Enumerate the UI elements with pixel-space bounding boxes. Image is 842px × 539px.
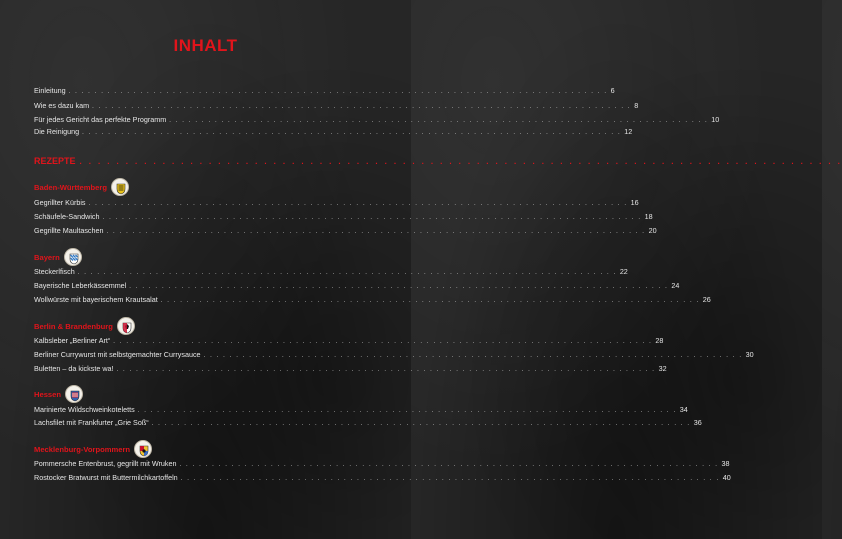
toc-entry: [34, 418, 702, 429]
toc-entry: [34, 295, 711, 306]
dot-leader: . . . . . . . . . . . . . . . . . . . . . . . . . . . . . . . . . . . . . . . . . . . . . . . . . . . . . . . . . . . . . . . . . . . . . . . . . . . . . . . . . . .: [116, 367, 656, 373]
dot-leader: . . . . . . . . . . . . . . . . . . . . . . . . . . . . . . . . . . . . . . . . . . . . . . . . . . . . . . . . . . . . . . . . . . . . . . . . . . . . . . . . . . .: [68, 89, 608, 95]
toc-entry-label: Gegrillter Kürbis: [34, 198, 86, 207]
toc-entry-page: 24: [671, 281, 680, 290]
toc-entry-label: Die Reinigung: [34, 127, 80, 136]
toc-entry-page: 40: [722, 473, 731, 482]
dot-leader: . . . . . . . . . . . . . . . . . . . . . . . . . . . . . . . . . . . . . . . . . . . . . . . . . . . . . . . . . . . . . . . . . . . . . . . . . . . . . . . . . . .: [179, 462, 719, 468]
toc-entry: [34, 336, 664, 347]
toc-entry-label: Einleitung: [34, 86, 66, 95]
toc-entry-label: Buletten – da kickste wa!: [34, 364, 114, 373]
toc-entry-page: 26: [702, 295, 711, 304]
mecklenburg-vorpommern-crest-icon: [134, 440, 152, 458]
toc-entry-label: Kalbsleber „Berliner Art“: [34, 336, 111, 345]
region-name: Baden-Württemberg: [34, 182, 107, 192]
toc-entry-page: 16: [630, 198, 639, 207]
toc-entry: [34, 473, 731, 484]
toc-entry-label: Wie es dazu kam: [34, 101, 90, 110]
region-heading-bayern: [34, 250, 82, 264]
toc-entry-page: 38: [721, 459, 730, 468]
toc-entry-page: 10: [711, 115, 720, 124]
toc-entry-label: Rostocker Bratwurst mit Buttermilchkartoffeln: [34, 473, 178, 482]
bayern-crest-icon: [64, 248, 82, 266]
toc-entry-label: Gegrillte Maultaschen: [34, 226, 104, 235]
toc-entry: [34, 212, 653, 223]
dot-leader: . . . . . . . . . . . . . . . . . . . . . . . . . . . . . . . . . . . . . . . . . . . . . . . . . . . . . . . . . . . . . . . . . . . . . . . . . . . . . . . . . . .: [102, 215, 642, 221]
region-heading-berlin-brandenburg: [34, 319, 135, 333]
region-name: Berlin & Brandenburg: [34, 321, 113, 331]
toc-entry: [34, 115, 720, 126]
dot-leader: . . . . . . . . . . . . . . . . . . . . . . . . . . . . . . . . . . . . . . . . . . . . . . . . . . . . . . . . . . . . . . . . . . . . . . . . . . . . . . . . . . .: [82, 130, 622, 136]
toc-entry-label: Steckerlfisch: [34, 267, 75, 276]
section-heading-rezepte: [34, 156, 842, 168]
toc-entry-label: Wollwürste mit bayerischem Krautsalat: [34, 295, 158, 304]
hessen-crest-icon: [65, 385, 83, 403]
toc-entry-page: 12: [624, 127, 633, 136]
baden-wuerttemberg-crest-icon: [111, 178, 129, 196]
toc-entry-page: 6: [610, 86, 615, 95]
toc-entry: [34, 127, 633, 138]
toc-entry-page: 22: [619, 267, 628, 276]
region-heading-mecklenburg-vorpommern: [34, 442, 152, 456]
dot-leader: . . . . . . . . . . . . . . . . . . . . . . . . . . . . . . . . . . . . . . . . . . . . . . . . . . . . . . . . . . . . . . . . . . . . . . . . . . . . . . . . . . .: [180, 476, 720, 482]
dot-leader: . . . . . . . . . . . . . . . . . . . . . . . . . . . . . . . . . . . . . . . . . . . . . . . . . . . . . . . . . . . . . . . . . . . . . . . . . . . . . . . . . . .: [160, 298, 700, 304]
toc-entry-page: 36: [693, 418, 702, 427]
toc-entry-label: Bayerische Leberkässemmel: [34, 281, 127, 290]
toc-entry-page: 34: [679, 405, 688, 414]
toc-entry-label: Schäufele-Sandwich: [34, 212, 100, 221]
dot-leader: . . . . . . . . . . . . . . . . . . . . . . . . . . . . . . . . . . . . . . . . . . . . . . . . . . . . . . . . . . . . . . . . . . . . . . . . . . . . . . . . . . .: [113, 339, 653, 345]
toc-entry-label: Berliner Currywurst mit selbstgemachter Currysauce: [34, 350, 201, 359]
toc-entry: [34, 459, 730, 470]
toc-entry-page: 18: [644, 212, 653, 221]
berlin-brandenburg-crest-icon: [117, 317, 135, 335]
toc-entry: [34, 405, 688, 416]
dot-leader: . . . . . . . . . . . . . . . . . . . . . . . . . . . . . . . . . . . . . . . . . . . . . . . . . . . . . . . . . . . . . . . . . . . . . . . . . . . . . . . . . . .: [92, 104, 632, 110]
toc-entry: [34, 101, 639, 112]
toc-entry-page: 28: [655, 336, 664, 345]
dot-leader: . . . . . . . . . . . . . . . . . . . . . . . . . . . . . . . . . . . . . . . . . . . . . . . . . . . . . . . . . . . . . . . . . . . . . . . . . . . . . . . . . . .: [203, 353, 743, 359]
dot-leader: . . . . . . . . . . . . . . . . . . . . . . . . . . . . . . . . . . . . . . . . . . . . . . . . . . . . . . . . . . . . . . . . . . . . . . . . . . . . . . . . . . .: [88, 201, 628, 207]
page-title: INHALT: [173, 36, 238, 55]
dot-leader: . . . . . . . . . . . . . . . . . . . . . . . . . . . . . . . . . . . . . . . . . . . . . . . . . . . . . . . . . . . . . . . . . . . . . . . . . . . . . . . . . . .: [137, 408, 677, 414]
toc-entry-page: 20: [648, 226, 657, 235]
toc-entry: [34, 226, 657, 237]
toc-entry-label: Pommersche Entenbrust, gegrillt mit Wruken: [34, 459, 177, 468]
toc-entry: [34, 267, 628, 278]
toc-entry-page: 30: [745, 350, 754, 359]
toc-entry-label: Lachsfilet mit Frankfurter „Grie Soß“: [34, 418, 149, 427]
region-name: Bayern: [34, 252, 60, 262]
dot-leader: . . . . . . . . . . . . . . . . . . . . . . . . . . . . . . . . . . . . . . . . . . . . . . . . . . . . . . . . . . . . . . . . . . . . . . . . . . . . . . . . . . .: [151, 421, 691, 427]
dot-leader: . . . . . . . . . . . . . . . . . . . . . . . . . . . . . . . . . . . . . . . . . . . . . . . . . . . . . . . . . . . . . . . . . . . . . . . . . . . . . . . . . . .: [77, 270, 617, 276]
dot-leader: . . . . . . . . . . . . . . . . . . . . . . . . . . . . . . . . . . . . . . . . . . . . . . . . . . . . . . . . . . . . . . . . . . . . . . . . . . . . . . . . . . .: [129, 284, 669, 290]
dot-leader: . . . . . . . . . . . . . . . . . . . . . . . . . . . . . . . . . . . . . . . . . . . . . . . . . . . . . . . . . . . . . . . . . . . . . . . . . . . . . . . . . . .: [106, 229, 646, 235]
toc-entry-label: Für jedes Gericht das perfekte Programm: [34, 115, 167, 124]
region-heading-hessen: [34, 387, 83, 401]
region-name: Mecklenburg-Vorpommern: [34, 444, 131, 454]
toc-entry-label: Marinierte Wildschweinkoteletts: [34, 405, 135, 414]
section-heading-label: REZEPTE: [34, 156, 76, 166]
dot-leader: . . . . . . . . . . . . . . . . . . . . . . . . . . . . . . . . . . . . . . . . . . . . . . . . . . . . . . . . . . . . . . . . . . . . . . . . . . . . . . . . . . .: [169, 118, 709, 124]
toc-entry: [34, 86, 615, 97]
toc-entry: [34, 198, 639, 209]
toc-entry: [34, 350, 754, 361]
toc-entry: [34, 281, 680, 292]
toc-entry-page: 8: [634, 101, 639, 110]
dot-leader: . . . . . . . . . . . . . . . . . . . . . . . . . . . . . . . . . . . . . . . . . . . . . . . . . . . . . . . . . . . . . . . . . . . . . . . . . . . . . . . . . . .: [79, 157, 842, 166]
region-heading-baden-wuerttemberg: [34, 180, 129, 194]
region-name: Hessen: [34, 389, 62, 399]
toc-entry: [34, 364, 667, 375]
toc-entry-page: 32: [658, 364, 667, 373]
